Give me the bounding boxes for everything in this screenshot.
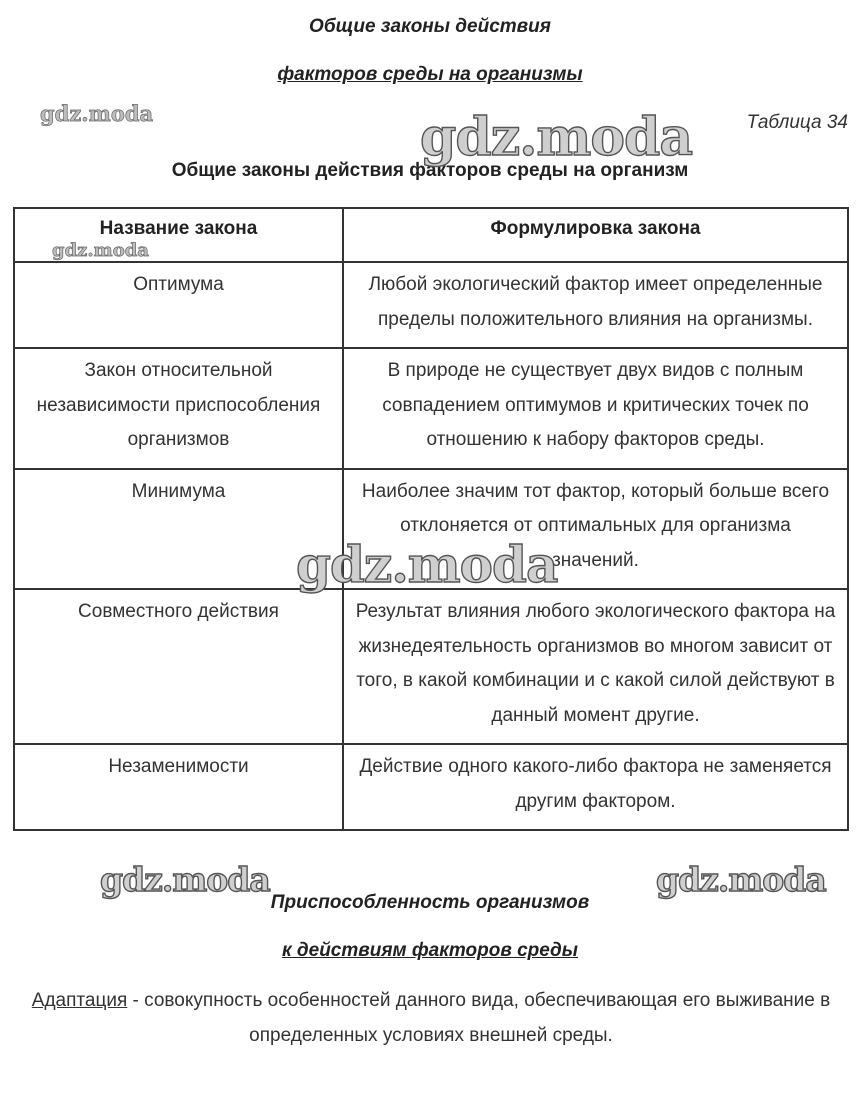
law-name-cell: Совместного действия (14, 589, 343, 744)
definition-text: - совокупность особенностей данного вида, обеспечивающая его выживание в определенных условиях внешней среды. (127, 990, 831, 1046)
watermark-logo: gdz.moda (656, 860, 826, 899)
law-name-cell: Минимума (14, 469, 343, 590)
definition-term: Адаптация (31, 990, 128, 1011)
watermark-logo: gdz.moda (296, 535, 558, 594)
page-title: Общие законы действия (309, 16, 551, 37)
section-subtitle: к действиям факторов среды (281, 940, 579, 961)
law-formulation-cell: Наиболее значим тот фактор, который больше всего отклоняется от оптимальных для организма значений. (343, 469, 848, 590)
law-name-cell: Закон относительной независимости приспособления организмов (14, 348, 343, 469)
watermark-logo: gdz.moda (40, 101, 154, 126)
law-name-cell: Незаменимости (14, 744, 343, 830)
law-formulation-cell: Действие одного какого-либо фактора не заменяется другим фактором. (343, 744, 848, 830)
watermark-logo: gdz.moda (420, 107, 693, 168)
table-number-label: Таблица 34 (746, 112, 848, 133)
page-subtitle: факторов среды на организмы (277, 64, 583, 85)
law-formulation-cell: В природе не существует двух видов с полным совпадением оптимумов и критических точек по отношению к набору факторов среды. (343, 348, 848, 469)
table-row (14, 262, 848, 348)
law-formulation-cell: Результат влияния любого экологического фактора на жизнедеятельность организмов во многом зависит от того, в какой комбинации и с какой силой действуют в данный момент другие. (343, 589, 848, 744)
table-row (14, 469, 848, 590)
table-row (14, 589, 848, 744)
watermark-logo: gdz.moda (52, 240, 149, 261)
table-row (14, 744, 848, 830)
column-header-law-formulation: Формулировка закона (343, 208, 848, 262)
law-name-cell: Оптимума (14, 262, 343, 348)
table-title: Общие законы действия факторов среды на организм (171, 160, 689, 181)
section-title: Приспособленность организмов (270, 892, 590, 913)
watermark-logo: gdz.moda (100, 860, 270, 899)
laws-table (13, 207, 849, 831)
column-header-law-name: Название закона (14, 208, 343, 262)
table-row (14, 348, 848, 469)
adaptation-definition (13, 983, 849, 1053)
table-header-row (14, 208, 848, 262)
law-formulation-cell: Любой экологический фактор имеет определенные пределы положительного влияния на организмы. (343, 262, 848, 348)
